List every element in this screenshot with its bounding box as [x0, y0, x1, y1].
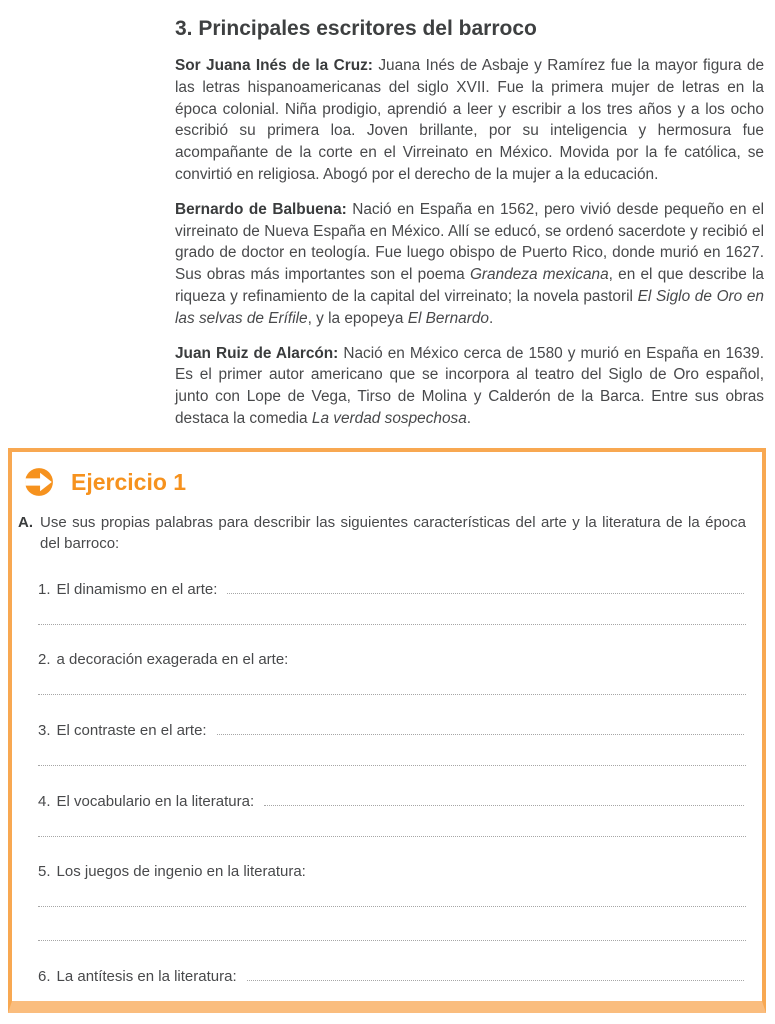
item-label-row	[38, 862, 746, 882]
exercise-item	[38, 791, 746, 837]
page-title: 3. Principales escritores del barroco	[175, 17, 537, 40]
answer-blank-line	[38, 765, 746, 766]
item-label-row	[38, 579, 746, 600]
exercise-item-list	[38, 579, 746, 1012]
answer-blank-inline	[217, 720, 744, 735]
item-label-row	[38, 966, 746, 987]
answer-blank-line	[38, 694, 746, 695]
answer-blank-line	[38, 836, 746, 837]
answer-blank-inline	[227, 579, 744, 594]
answer-blank-line	[38, 1011, 746, 1012]
bio-paragraph-juan-ruiz-de-alarcon: Juan Ruiz de Alarcón: Nació en México cerca de 1580 y murió en España en 1639. Es el primer autor americano que se incorpora al teatro del Siglo de Oro español, junto con Lope de Vega, Tirso de Molina y Calderón de la Barca. Entre sus obras destaca la comedia La verdad sospechosa.	[175, 344, 764, 427]
item-number: 6.	[38, 968, 51, 985]
item-number: 2.	[38, 651, 51, 668]
item-label: El vocabulario en la literatura:	[56, 793, 255, 810]
exercise-item	[38, 650, 746, 695]
item-label: Los juegos de ingenio en la literatura:	[56, 863, 306, 880]
item-label-row	[38, 650, 746, 670]
reading-section	[0, 0, 775, 448]
exercise-box	[8, 448, 766, 1013]
answer-blank-inline	[247, 966, 744, 981]
item-label: El dinamismo en el arte:	[56, 581, 218, 598]
exercise-item	[38, 720, 746, 766]
exercise-item	[38, 966, 746, 1012]
instruction-text: Use sus propias palabras para describir las siguientes características del arte y la literatura de la época del barroco:	[40, 514, 746, 552]
bio-paragraph-bernardo-de-balbuena: Bernardo de Balbuena: Nació en España en 1562, pero vivió desde pequeño en el virreinato de Nueva España en México. Allí se educó, se ordenó sacerdote y recibió el grado de doctor en teología. Fue luego obispo de Puerto Rico, donde murió en 1627. Sus obras más importantes son el poema Grandeza mexicana, en el que describe la riqueza y refinamiento de la capital del virreinato; la novela pastoril El Siglo de Oro en las selvas de Erífile, y la epopeya El Bernardo.	[175, 200, 764, 327]
exercise-item	[38, 579, 746, 625]
instruction-label: A.	[18, 514, 33, 531]
item-label-row	[38, 720, 746, 741]
item-number: 4.	[38, 793, 51, 810]
exercise-item	[38, 862, 746, 941]
item-number: 1.	[38, 581, 51, 598]
answer-blank-line	[38, 940, 746, 941]
answer-blank-inline	[264, 791, 744, 806]
item-number: 5.	[38, 863, 51, 880]
exercise-header	[24, 466, 746, 498]
item-label: La antítesis en la literatura:	[56, 968, 237, 985]
answer-blank-line	[38, 906, 746, 907]
bio-paragraph-sor-juana: Sor Juana Inés de la Cruz: Juana Inés de Asbaje y Ramírez fue la mayor figura de las letras hispanoamericanas del siglo XVII. Fue la primera mujer de letras en la época colonial. Niña prodigio, aprendió a leer y escribir a los tres años y a los ocho escribió su primera loa. Joven brillante, por su inteligencia y hermosura fue acompañante de la corte en el Virreinato en México. Movida por la fe católica, se convirtió en religiosa. Abogó por el derecho de la mujer a la educación.	[175, 57, 764, 183]
item-number: 3.	[38, 722, 51, 739]
item-label: El contraste en el arte:	[56, 722, 207, 739]
answer-blank-line	[38, 624, 746, 625]
exercise-instruction	[18, 512, 746, 554]
item-label: a decoración exagerada en el arte:	[56, 651, 289, 668]
exercise-title: Ejercicio 1	[71, 469, 187, 495]
item-label-row	[38, 791, 746, 812]
arrow-right-circle-icon	[24, 467, 54, 497]
